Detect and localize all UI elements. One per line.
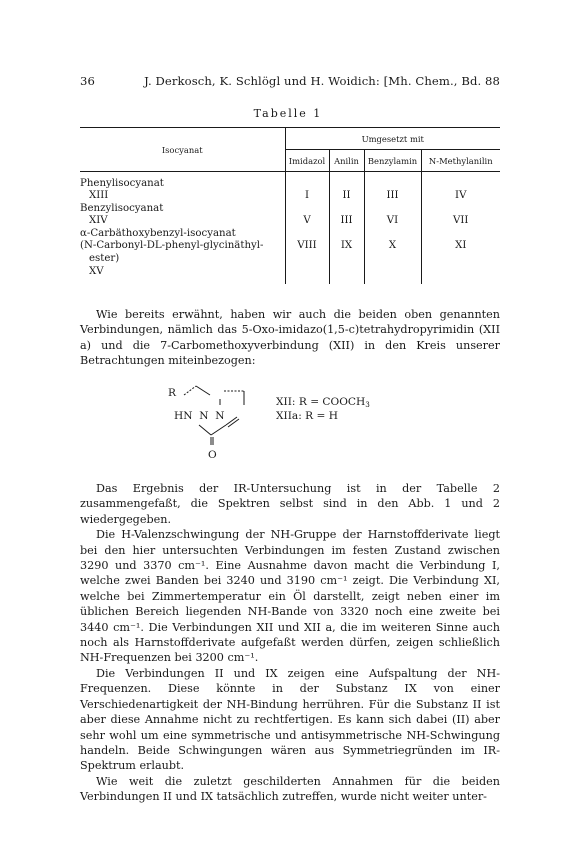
column-header-anilin: Anilin	[329, 150, 364, 172]
table-row	[80, 203, 500, 228]
table-cell: VII	[453, 215, 469, 227]
isocyanat-name: ester)	[89, 253, 120, 265]
paragraph: Die Verbindungen II und IX zeigen eine Aufspaltung der NH-Frequenzen. Diese könnte in der Substanz IX von einer Verschiedenartigkeit der NH-Bindung herrühren. Für die Substanz II ist aber diese Annahme nicht zu rechtfertigen. Es kann sich dabei (II) aber sehr wohl um eine symmetrische und antisymmetrische NH-Schwingung handeln. Beide Schwingungen wären aus Symmetriegründen im IR-Spektrum erlaubt.	[80, 666, 500, 773]
table-cell: III	[386, 190, 399, 202]
table-cell: X	[388, 240, 397, 252]
formula-xiia-label: XIIa: R = H	[276, 410, 338, 422]
table-cell: II	[342, 190, 351, 202]
formula-oxygen: O	[208, 449, 217, 461]
formula-xii-label: XII: $R = COOCH_3$	[276, 396, 370, 409]
data-table	[80, 127, 500, 284]
isocyanat-name: Phenylisocyanat	[80, 177, 164, 189]
table-cell: XI	[455, 240, 467, 252]
isocyanat-name: α-Carbäthoxybenzyl-isocyanat	[80, 227, 236, 239]
table-cell: IX	[340, 240, 353, 252]
paragraph: Wie weit die zuletzt geschilderten Annahmen für die beiden Verbindungen II und IX tatsächlich zutreffen, wurde nicht weiter unter-	[80, 774, 500, 804]
table-caption: Tabelle 1	[253, 107, 323, 120]
table-cell: V	[303, 215, 311, 227]
intro-paragraph: Wie bereits erwähnt, haben wir auch die beiden oben genannten Verbindungen, nämlich das 5-Oxo-imidazo(1,5-c)tetrahydropyrimidin (XII a) und die 7-Carbomethoxyverbindung (XII) in den Kreis unserer Betrachtungen miteinbezogen:	[80, 308, 500, 368]
formula-r-label: R	[168, 387, 176, 399]
column-group-header: Umgesetzt mit	[285, 128, 500, 150]
table-cell: III	[340, 215, 353, 227]
isocyanat-number: XIV	[89, 215, 108, 227]
isocyanat-number: XIII	[89, 190, 109, 202]
column-header-isocyanat: Isocyanat	[80, 128, 285, 172]
table-cell: IV	[455, 190, 467, 202]
running-header	[80, 74, 500, 88]
column-header-imidazol: Imidazol	[285, 150, 329, 172]
table-cell: VI	[386, 215, 399, 227]
table-row	[80, 178, 500, 203]
isocyanat-name: (N-Carbonyl-DL-phenyl-glycinäthyl-	[80, 240, 264, 252]
chemical-structure	[168, 383, 428, 463]
paragraph: Das Ergebnis der IR-Untersuchung ist in der Tabelle 2 zusammengefaßt, die Spektren selbst sind in den Abb. 1 und 2 wiedergegeben.	[80, 482, 500, 526]
column-header-benzylamin: Benzylamin	[364, 150, 421, 172]
table-row	[80, 228, 500, 278]
running-title: J. Derkosch, K. Schlögl und H. Woidich: [Mh. Chem., Bd. 88	[144, 74, 500, 88]
table-cell: I	[304, 190, 310, 202]
page-number: 36	[80, 74, 95, 88]
isocyanat-number: XV	[89, 265, 104, 277]
isocyanat-name: Benzylisocyanat	[80, 202, 164, 214]
column-header-n-methylanilin: N-Methylanilin	[421, 150, 500, 172]
formula-ring-atoms: HN N N	[174, 410, 225, 422]
table-cell: VIII	[297, 240, 317, 252]
body-text	[80, 481, 500, 805]
paragraph: Die H-Valenzschwingung der NH-Gruppe der Harnstoffderivate liegt bei den hier untersuchten Verbindungen im festen Zustand zwischen 3290 und 3370 cm⁻¹. Eine Ausnahme davon macht die Verbindung I, welche zwei Banden bei 3240 und 3190 cm⁻¹ zeigt. Die Verbindung XI, welche bei Zimmertemperatur ein Öl darstellt, zeigt neben einer im üblichen Bereich liegenden NH-Bande von 3320 noch eine zweite bei 3440 cm⁻¹. Die Verbindungen XII und XII a, die im weiteren Sinne auch noch als Harnstoffderivate aufgefaßt werden dürfen, zeigen schließlich NH-Frequenzen bei 3200 cm⁻¹.	[80, 528, 500, 665]
